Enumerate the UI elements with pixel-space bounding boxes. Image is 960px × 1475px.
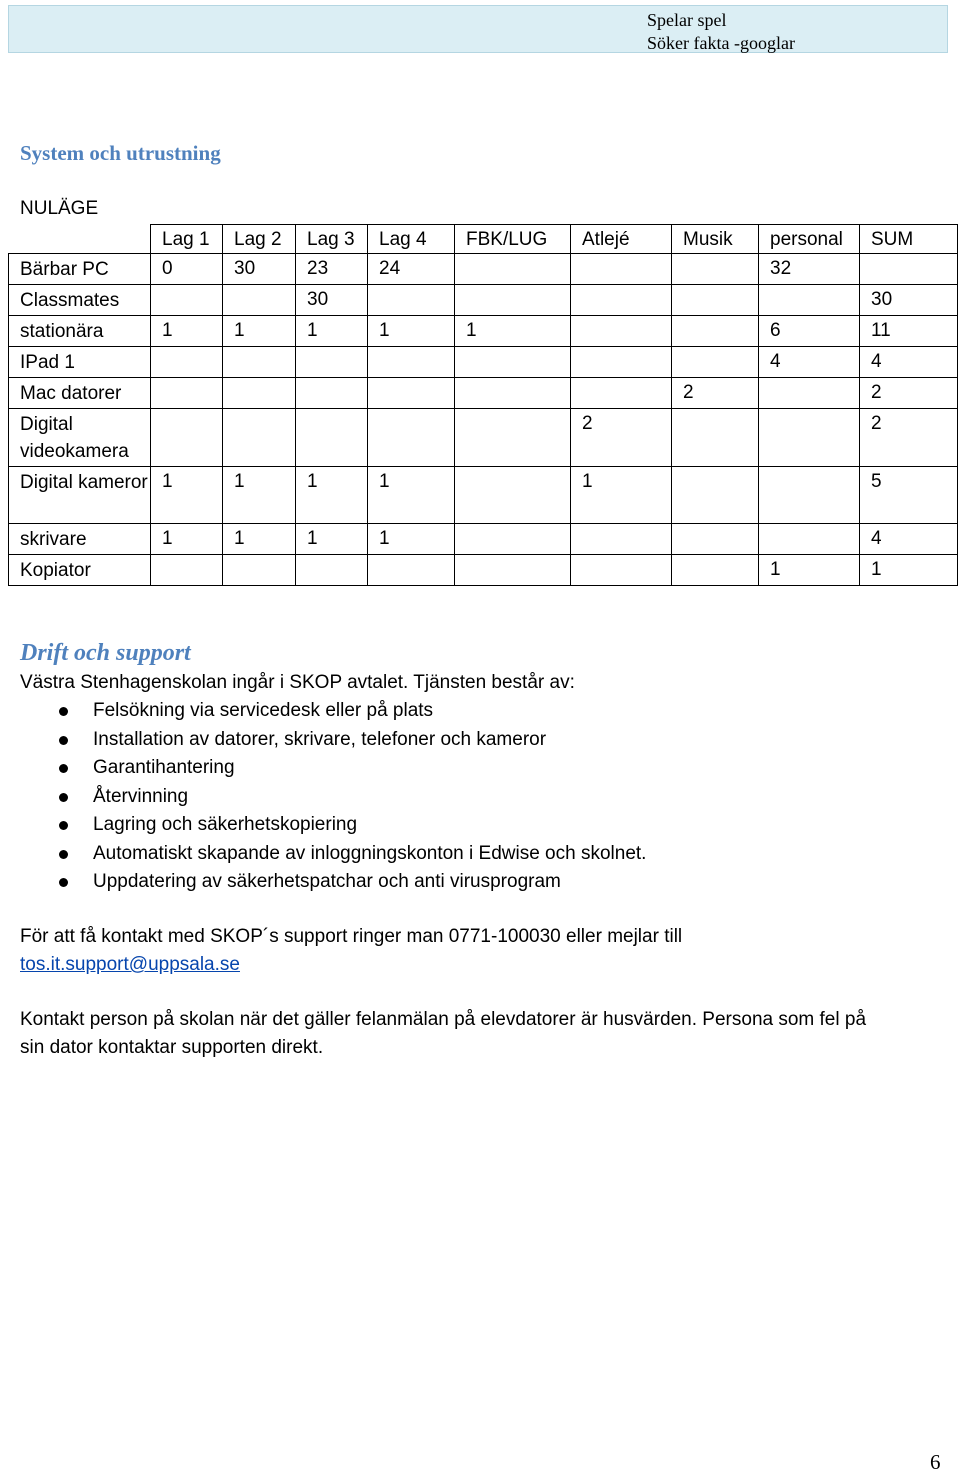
table-cell [368,347,455,378]
table-header-cell: Lag 1 [151,225,223,254]
bullet-item [0,783,646,812]
status-label: NULÄGE [20,198,99,219]
table-row [9,316,958,347]
bullet-item [0,840,646,869]
contact-email-link[interactable]: tos.it.support@uppsala.se [20,954,240,975]
table-row [9,254,958,285]
bullet-dot-icon [59,850,68,859]
table-cell: 23 [296,254,368,285]
table-cell [571,524,672,555]
table-header-cell: Musik [672,225,759,254]
table-cell: 1 [860,555,958,586]
table-cell: 2 [571,409,672,467]
table-cell: 6 [759,316,860,347]
equipment-table [8,224,958,586]
table-cell: 1 [151,524,223,555]
support-intro: Västra Stenhagenskolan ingår i SKOP avtalet. Tjänsten består av: [20,672,575,693]
table-cell: 11 [860,316,958,347]
support-heading: Drift och support [20,640,191,666]
bullet-dot-icon [59,878,68,887]
support-bullet-list [0,697,646,897]
table-cell [759,524,860,555]
table-header-cell: Lag 4 [368,225,455,254]
table-cell: 1 [296,316,368,347]
table-cell: 4 [860,347,958,378]
table-cell: 2 [672,378,759,409]
table-cell [151,378,223,409]
table-row [9,555,958,586]
row-label-cell: Kopiator [9,555,151,586]
table-cell [571,378,672,409]
table-cell: 1 [571,467,672,524]
table-cell [455,254,571,285]
table-cell [223,409,296,467]
bullet-item [0,754,646,783]
table-cell [672,409,759,467]
header-line-2: Söker fakta -googlar [647,33,795,53]
table-cell: 1 [296,524,368,555]
table-header-cell: Atlejé [571,225,672,254]
table-cell: 4 [759,347,860,378]
bullet-text: Installation av datorer, skrivare, telefoner och kameror [93,728,547,750]
table-cell [672,555,759,586]
bullet-item [0,697,646,726]
table-cell: 1 [368,467,455,524]
page-number: 6 [930,1450,941,1474]
section-title: System och utrustning [20,141,221,165]
table-cell [759,378,860,409]
bullet-item [0,868,646,897]
table-cell: 24 [368,254,455,285]
table-row [9,524,958,555]
bullet-text: Återvinning [93,785,189,807]
closing-line-1: Kontakt person på skolan när det gäller felanmälan på elevdatorer är husvärden. Persona som fel på [20,1009,867,1030]
row-label-cell: IPad 1 [9,347,151,378]
table-cell [455,467,571,524]
table-cell [455,555,571,586]
table-cell [368,378,455,409]
table-row [9,409,958,467]
table-row [9,347,958,378]
table-cell [759,467,860,524]
table-cell [860,254,958,285]
table-cell [571,316,672,347]
bullet-text: Lagring och säkerhetskopiering [93,814,358,835]
bullet-item [0,811,646,840]
table-cell: 30 [223,254,296,285]
table-cell: 32 [759,254,860,285]
header-line-1: Spelar spel [647,10,727,30]
table-header-cell: SUM [860,225,958,254]
table-cell [455,285,571,316]
table-cell [759,409,860,467]
row-label-cell: Bärbar PC [9,254,151,285]
table-cell [151,409,223,467]
table-cell [151,285,223,316]
table-cell [455,409,571,467]
table-cell [368,409,455,467]
bullet-dot-icon [59,707,68,716]
table-cell [151,555,223,586]
table-cell [296,555,368,586]
bullet-text: Garantihantering [93,757,235,778]
table-row [9,467,958,524]
table-cell: 1 [368,524,455,555]
row-label-cell: Digital videokamera [9,409,151,467]
table-cell [223,555,296,586]
table-header-cell: Lag 2 [223,225,296,254]
bullet-dot-icon [59,821,68,830]
table-cell: 30 [860,285,958,316]
table-cell: 1 [759,555,860,586]
bullet-item [0,726,646,755]
table-cell [223,347,296,378]
table-cell: 0 [151,254,223,285]
contact-text: För att få kontakt med SKOP´s support ringer man 0771-100030 eller mejlar till [20,926,683,947]
table-row [9,378,958,409]
table-cell [571,347,672,378]
table-header-cell: Lag 3 [296,225,368,254]
table-cell [296,409,368,467]
bullet-dot-icon [59,736,68,745]
table-header-row [9,225,958,254]
table-cell: 1 [368,316,455,347]
table-cell [672,524,759,555]
table-cell [759,285,860,316]
row-label-cell: Mac datorer [9,378,151,409]
table-cell: 1 [223,467,296,524]
table-cell: 1 [151,467,223,524]
table-header-cell [9,225,151,254]
table-cell: 2 [860,378,958,409]
table-row [9,285,958,316]
row-label-cell: Classmates [9,285,151,316]
table-cell [223,378,296,409]
table-cell: 2 [860,409,958,467]
table-cell [223,285,296,316]
table-cell [571,555,672,586]
table-header-cell: personal [759,225,860,254]
table-cell [672,254,759,285]
closing-line-2: sin dator kontaktar supporten direkt. [20,1037,324,1058]
table-cell [151,347,223,378]
table-cell [368,285,455,316]
contact-email-line [20,951,240,979]
table-cell: 30 [296,285,368,316]
table-cell [455,378,571,409]
table-cell [571,285,672,316]
table-cell [672,347,759,378]
table-cell: 1 [455,316,571,347]
table-cell [296,378,368,409]
bullet-text: Felsökning via servicedesk eller på plats [93,700,434,721]
table-cell: 1 [223,316,296,347]
table-cell [672,285,759,316]
row-label-cell: skrivare [9,524,151,555]
table-cell [672,467,759,524]
table-cell [455,347,571,378]
row-label-cell: stationära [9,316,151,347]
bullet-text: Automatiskt skapande av inloggningskonton i Edwise och skolnet. [93,842,647,864]
header-band [8,5,948,53]
bullet-text: Uppdatering av säkerhetspatchar och anti virusprogram [93,871,561,892]
table-cell [455,524,571,555]
row-label-cell: Digital kameror [9,467,151,524]
table-cell: 4 [860,524,958,555]
table-cell [571,254,672,285]
table-cell: 5 [860,467,958,524]
table-cell [672,316,759,347]
table-cell [368,555,455,586]
table-cell [296,347,368,378]
table-cell: 1 [296,467,368,524]
bullet-dot-icon [59,793,68,802]
table-cell: 1 [223,524,296,555]
table-cell: 1 [151,316,223,347]
bullet-dot-icon [59,764,68,773]
table-header-cell: FBK/LUG [455,225,571,254]
